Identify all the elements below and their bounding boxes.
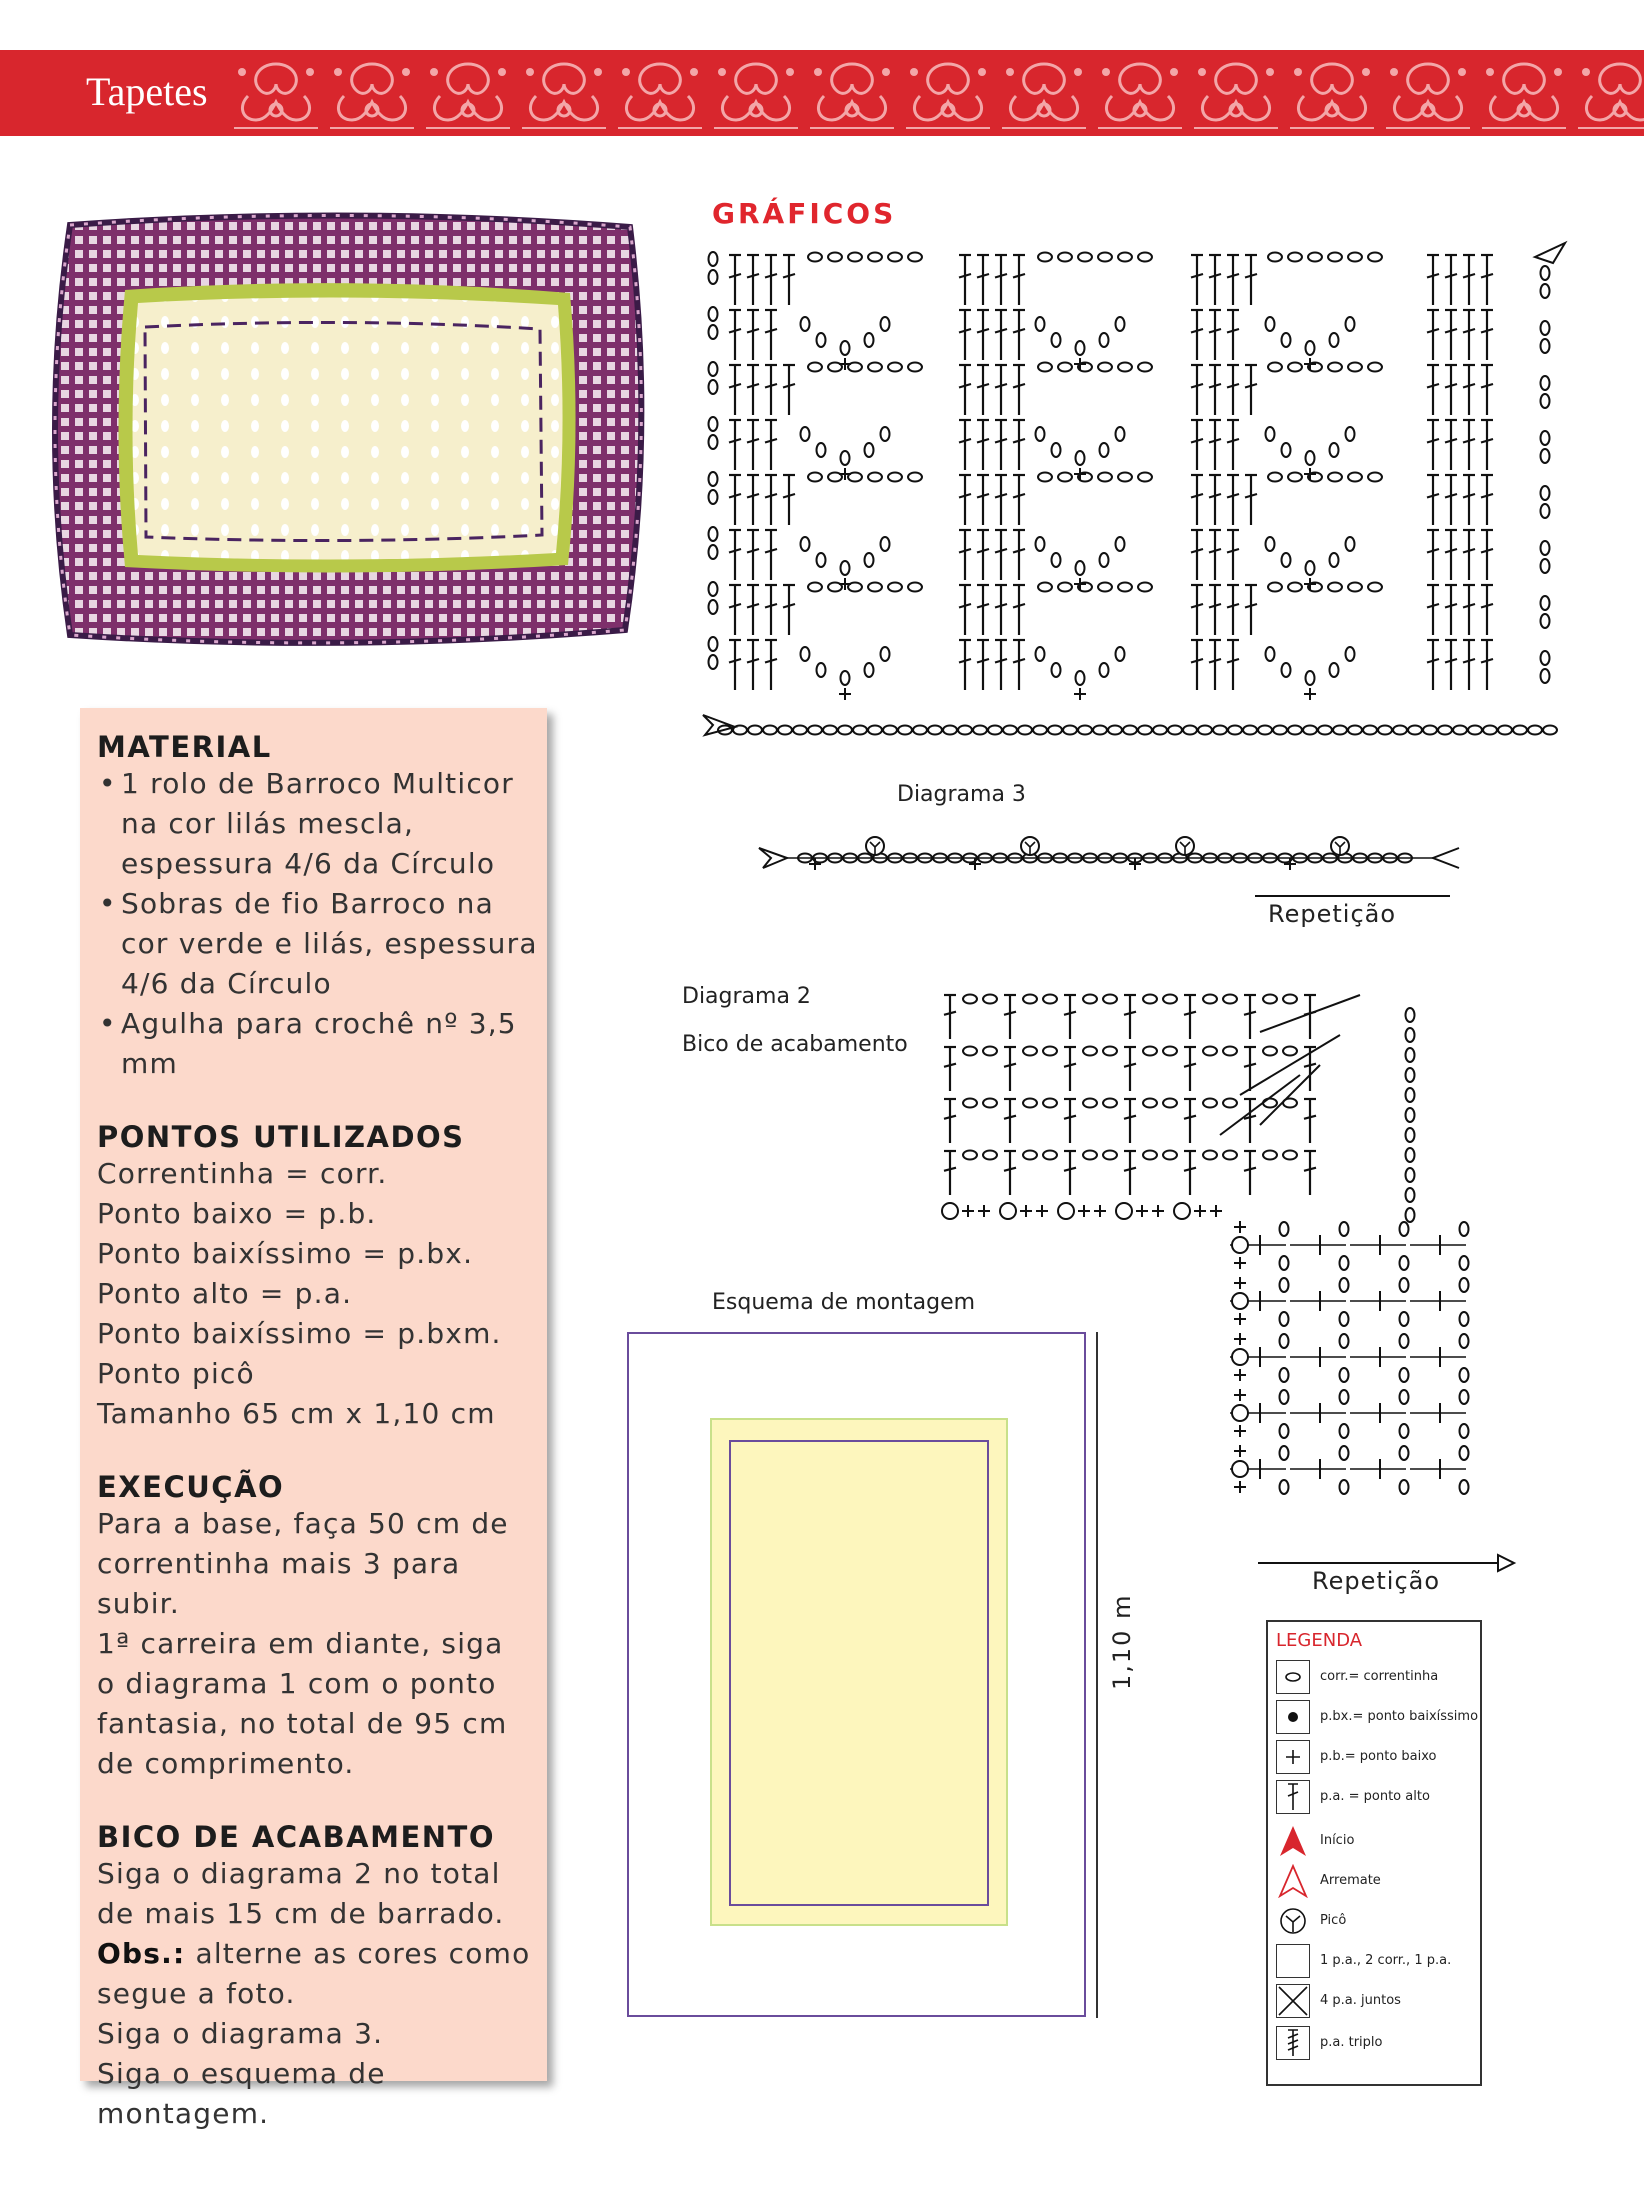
list-item: • Sobras de fio Barroco na cor verde e lilás, espessura 4/6 da Círculo	[97, 884, 542, 1004]
legend-item: 1 p.a., 2 corr., 1 p.a.	[1276, 1944, 1476, 1980]
start-arrow-icon	[1276, 1824, 1310, 1858]
bico-acabamento-label: Bico de acabamento	[682, 1032, 908, 1057]
picot-icon	[1276, 1904, 1310, 1938]
dimension-label: 1,10 m	[1108, 1593, 1136, 1690]
material-panel	[80, 708, 547, 2130]
treble-stitch-icon	[1276, 1780, 1310, 1814]
bico-obs: Obs.: alterne as cores como	[97, 1937, 531, 1970]
repeticao-label-2: Repetição	[1312, 1567, 1441, 1595]
execucao-line: de comprimento.	[97, 1747, 355, 1780]
bico-line: segue a foto.	[97, 1977, 296, 2010]
execucao-line: correntinha mais 3 para subir.	[97, 1547, 461, 1620]
pontos-line: Ponto baixíssimo = p.bx.	[97, 1237, 474, 1270]
pontos-line: Correntinha = corr.	[97, 1157, 388, 1190]
legend-item: p.a. triplo	[1276, 2026, 1476, 2062]
legend-item: p.b.= ponto baixo	[1276, 1740, 1476, 1776]
finish-arrow-icon	[1276, 1864, 1310, 1898]
legend-item: Início	[1276, 1824, 1476, 1860]
section-title: Tapetes	[86, 69, 208, 114]
pontos-line: Ponto baixo = p.b.	[97, 1197, 377, 1230]
legend-item: corr.= correntinha	[1276, 1660, 1476, 1696]
obs-label: Obs.:	[97, 1937, 186, 1970]
crochet-rug-photo	[30, 205, 660, 655]
legend-item: p.bx.= ponto baixíssimo	[1276, 1700, 1476, 1736]
pontos-line: Tamanho 65 cm x 1,10 cm	[97, 1397, 496, 1430]
list-item: • Agulha para crochê nº 3,5 mm	[97, 1004, 542, 1084]
execucao-line: o diagrama 1 com o ponto	[97, 1667, 497, 1700]
execucao-line: fantasia, no total de 95 cm	[97, 1707, 508, 1740]
execucao-heading: EXECUÇÃO	[97, 1470, 285, 1504]
blank-icon	[1276, 1944, 1310, 1978]
pontos-line: Ponto alto = p.a.	[97, 1277, 353, 1310]
dot-icon	[1276, 1700, 1310, 1734]
diagrama-2-label: Diagrama 2	[682, 984, 811, 1009]
bico-line: Siga o diagrama 3.	[97, 2017, 384, 2050]
list-item: • 1 rolo de Barroco Multicor na cor lilás mescla, espessura 4/6 da Círculo	[97, 764, 542, 884]
legend-item: p.a. = ponto alto	[1276, 1780, 1476, 1816]
diagrama-3-label: Diagrama 3	[897, 782, 1026, 807]
execucao-line: Para a base, faça 50 cm de	[97, 1507, 509, 1540]
bico-line: de mais 15 cm de barrado.	[97, 1897, 505, 1930]
repeticao-line	[1255, 893, 1455, 899]
material-heading: MATERIAL	[97, 730, 272, 764]
legend-item: 4 p.a. juntos	[1276, 1984, 1476, 2020]
legend-title: LEGENDA	[1276, 1630, 1363, 1651]
pontos-line: Ponto picô	[97, 1357, 255, 1390]
bico-line: montagem.	[97, 2097, 270, 2130]
esquema-label: Esquema de montagem	[712, 1290, 976, 1315]
diagram-3-stitch-chart	[755, 830, 1465, 880]
ornamental-pattern-icon	[228, 50, 1644, 136]
pontos-heading: PONTOS UTILIZADOS	[97, 1120, 465, 1154]
diagram-1-stitch-chart	[695, 235, 1575, 745]
plus-icon	[1276, 1740, 1310, 1774]
bico-line: Siga o esquema de	[97, 2057, 386, 2090]
legend-panel	[1266, 1620, 1482, 2086]
esquema-inner-rect	[729, 1440, 989, 1906]
dimension-line	[1096, 1332, 1098, 2018]
bico-heading: BICO DE ACABAMENTO	[97, 1820, 495, 1854]
execucao-line: 1ª carreira em diante, siga	[97, 1627, 504, 1660]
cross-icon	[1276, 1984, 1310, 2018]
pontos-line: Ponto baixíssimo = p.bxm.	[97, 1317, 502, 1350]
graficos-title: GRÁFICOS	[712, 197, 897, 230]
header-banner	[0, 50, 1644, 136]
legend-item: Arremate	[1276, 1864, 1476, 1900]
bico-line: Siga o diagrama 2 no total	[97, 1857, 501, 1890]
repeticao-label: Repetição	[1268, 900, 1397, 928]
chain-oval-icon	[1276, 1660, 1310, 1694]
material-list	[97, 764, 542, 1084]
triple-stitch-icon	[1276, 2026, 1310, 2060]
legend-item: Picô	[1276, 1904, 1476, 1940]
